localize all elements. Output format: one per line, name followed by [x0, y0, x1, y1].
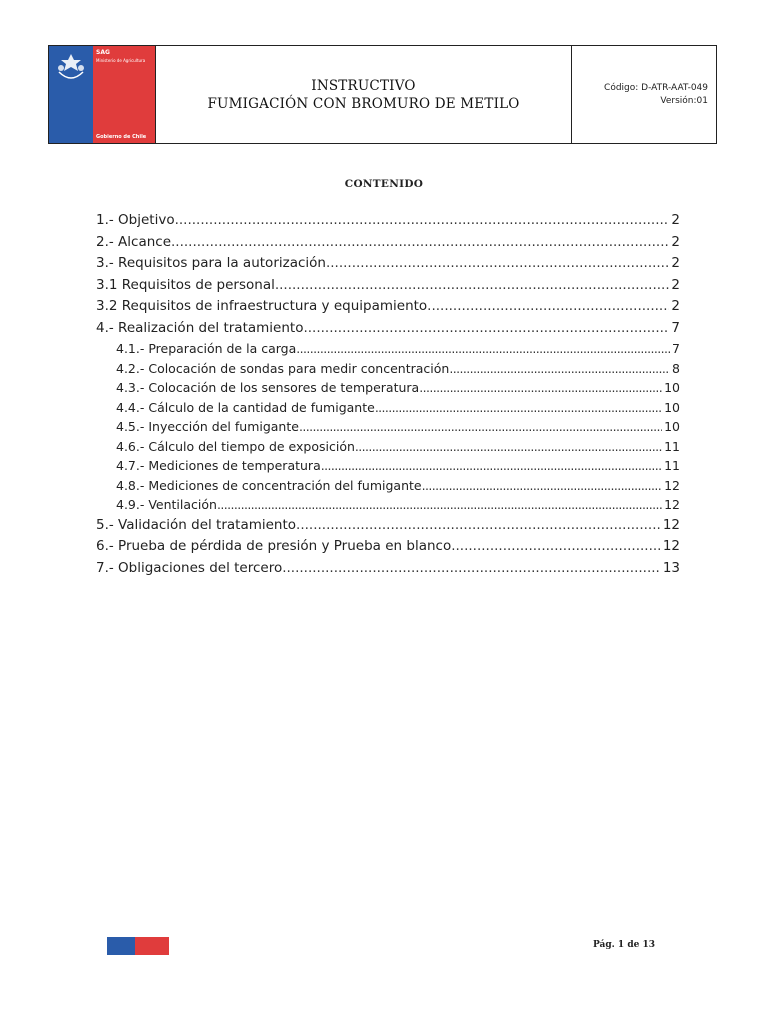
- toc-leader-dots: [451, 536, 661, 558]
- toc-entry-label[interactable]: 4.2.- Colocación de sondas para medir concentración: [116, 360, 450, 376]
- sag-logo: [49, 46, 156, 143]
- logo-red-band: [93, 46, 155, 143]
- toc-entry-page[interactable]: 12: [662, 516, 680, 533]
- toc-entry[interactable]: [96, 398, 680, 418]
- toc-entry[interactable]: [96, 456, 680, 476]
- toc-entry-label[interactable]: 3.2 Requisitos de infraestructura y equipamiento: [96, 298, 428, 314]
- title-line-1: INSTRUCTIVO: [311, 77, 416, 94]
- toc-entry-label[interactable]: 1.- Objetivo: [96, 212, 175, 228]
- toc-leader-dots: [321, 456, 662, 476]
- toc-leader-dots: [175, 210, 670, 232]
- footer-flag-bar: [107, 937, 169, 955]
- toc-entry[interactable]: [96, 253, 680, 275]
- toc-entry-label[interactable]: 3.1 Requisitos de personal: [96, 276, 275, 293]
- toc-entry-label[interactable]: 4.3.- Colocación de los sensores de temperatura: [116, 380, 420, 395]
- toc-leader-dots: [355, 437, 662, 457]
- toc-leader-dots: [217, 495, 662, 515]
- toc-entry[interactable]: [96, 296, 680, 318]
- toc-entry-page[interactable]: 12: [664, 477, 680, 493]
- toc-entry-page[interactable]: 12: [664, 497, 680, 512]
- logo-blue-band: [49, 46, 93, 143]
- title-line-2: FUMIGACIÓN CON BROMURO DE METILO: [207, 95, 520, 112]
- toc-leader-dots: [419, 378, 662, 398]
- toc-entry-page[interactable]: 7: [671, 319, 680, 336]
- footer-red-block: [135, 937, 169, 955]
- toc-entry-label[interactable]: 3.- Requisitos para la autorización: [96, 255, 326, 271]
- toc-entry-label[interactable]: 4.- Realización del tratamiento: [96, 319, 304, 336]
- toc-leader-dots: [449, 359, 670, 379]
- logo-gobierno-text: Gobierno de Chile: [96, 134, 147, 140]
- toc-entry[interactable]: [96, 318, 680, 340]
- toc-entry[interactable]: [96, 275, 680, 297]
- toc-entry[interactable]: [96, 476, 680, 496]
- document-header: [48, 45, 717, 144]
- toc-entry[interactable]: [96, 359, 680, 379]
- toc-leader-dots: [275, 275, 670, 297]
- footer-blue-block: [107, 937, 135, 955]
- contents-heading: CONTENIDO: [344, 178, 424, 190]
- toc-entry-page[interactable]: 2: [671, 233, 680, 250]
- toc-entry-label[interactable]: 5.- Validación del tratamiento: [96, 516, 297, 533]
- toc-entry[interactable]: [96, 558, 680, 580]
- toc-entry-page[interactable]: 11: [664, 458, 680, 473]
- toc-entry-page[interactable]: 8: [672, 360, 680, 376]
- toc-entry-page[interactable]: 11: [664, 438, 680, 454]
- toc-entry[interactable]: [96, 536, 680, 558]
- document-title: [156, 46, 572, 143]
- toc-leader-dots: [422, 476, 663, 496]
- toc-leader-dots: [299, 417, 662, 437]
- toc-entry-page[interactable]: 7: [672, 341, 680, 356]
- toc-entry-page[interactable]: 13: [662, 559, 680, 576]
- toc-entry-page[interactable]: 10: [664, 419, 680, 434]
- toc-entry-page[interactable]: 2: [671, 276, 680, 293]
- logo-ministry-text: Ministerio de Agricultura: [96, 58, 146, 63]
- toc-entry-label[interactable]: 7.- Obligaciones del tercero: [96, 559, 283, 576]
- toc-entry-page[interactable]: 2: [671, 255, 680, 271]
- toc-entry-page[interactable]: 2: [671, 212, 680, 228]
- document-version: Versión:01: [660, 95, 708, 106]
- toc-entry[interactable]: [96, 495, 680, 515]
- toc-leader-dots: [296, 515, 661, 537]
- toc-entry-label[interactable]: 4.5.- Inyección del fumigante: [116, 419, 299, 434]
- toc-entry[interactable]: [96, 210, 680, 232]
- toc-entry-label[interactable]: 4.4.- Cálculo de la cantidad de fumigante: [116, 399, 375, 415]
- toc-entry[interactable]: [96, 378, 680, 398]
- toc-leader-dots: [326, 253, 669, 275]
- toc-leader-dots: [375, 398, 662, 418]
- toc-entry-label[interactable]: 4.6.- Cálculo del tiempo de exposición: [116, 438, 355, 454]
- toc-entry-page[interactable]: 12: [662, 538, 680, 554]
- toc-entry[interactable]: [96, 417, 680, 437]
- document-code: Código: D-ATR-AAT-049: [604, 82, 708, 93]
- coat-of-arms-icon: [53, 50, 89, 86]
- toc-entry-label[interactable]: 4.9.- Ventilación: [116, 497, 217, 512]
- toc-entry[interactable]: [96, 515, 680, 537]
- toc-leader-dots: [427, 296, 669, 318]
- toc-entry-label[interactable]: 4.1.- Preparación de la carga: [116, 341, 297, 356]
- toc-entry[interactable]: [96, 437, 680, 457]
- toc-entry[interactable]: [96, 339, 680, 359]
- table-of-contents: [96, 210, 680, 579]
- toc-entry-label[interactable]: 6.- Prueba de pérdida de presión y Prueba en blanco: [96, 538, 452, 554]
- page-number: Pág. 1 de 13: [593, 940, 655, 950]
- toc-leader-dots: [303, 318, 669, 340]
- toc-entry-label[interactable]: 4.7.- Mediciones de temperatura: [116, 458, 321, 473]
- toc-leader-dots: [171, 232, 669, 254]
- toc-entry-label[interactable]: 2.- Alcance: [96, 233, 172, 250]
- toc-entry-label[interactable]: 4.8.- Mediciones de concentración del fumigante: [116, 477, 422, 493]
- document-code-block: [572, 46, 716, 143]
- toc-leader-dots: [296, 339, 670, 359]
- toc-entry[interactable]: [96, 232, 680, 254]
- toc-entry-page[interactable]: 2: [671, 298, 680, 314]
- toc-leader-dots: [282, 558, 661, 580]
- logo-sag-text: SAG: [96, 49, 110, 56]
- toc-entry-page[interactable]: 10: [664, 380, 680, 395]
- toc-entry-page[interactable]: 10: [664, 399, 680, 415]
